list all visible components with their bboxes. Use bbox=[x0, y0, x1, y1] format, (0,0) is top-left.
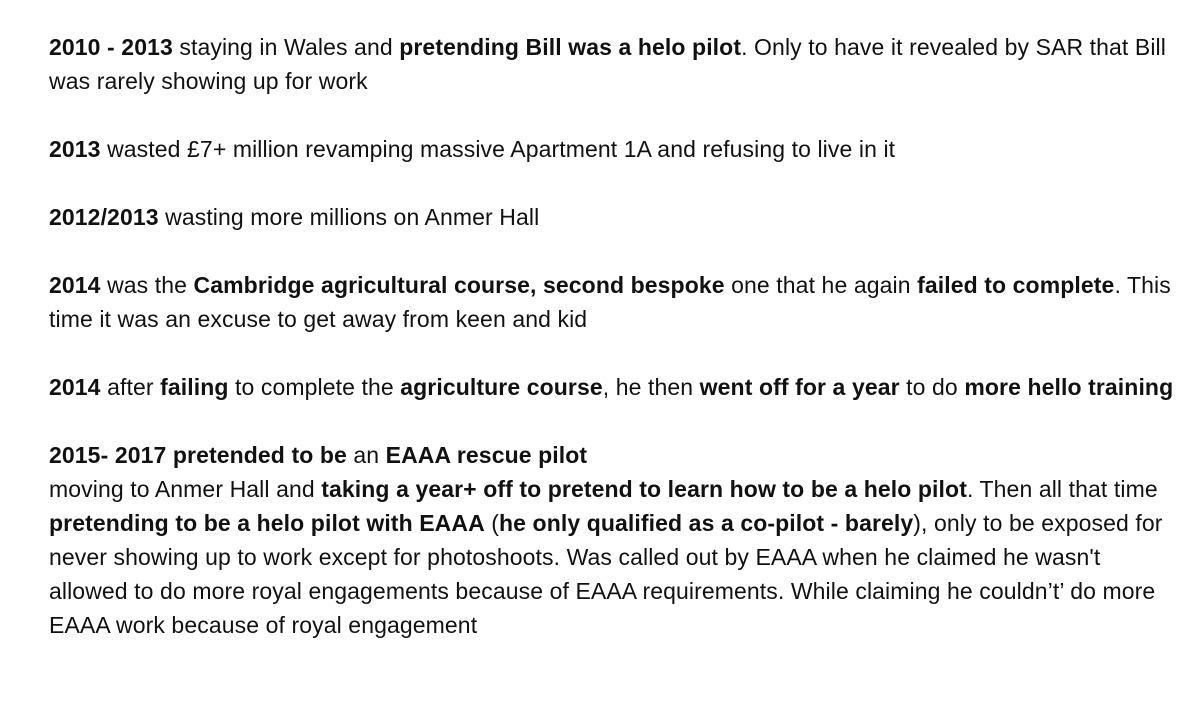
text-segment: wasting more millions on Anmer Hall bbox=[158, 204, 540, 230]
emphasis-segment: failed to complete bbox=[917, 272, 1115, 298]
year-label: 2014 bbox=[49, 374, 101, 400]
text-segment: . This time it was an excuse to get away from keen and kid bbox=[49, 272, 1171, 332]
year-label: 2015- 2017 pretended to be bbox=[49, 442, 347, 468]
emphasis-segment: more hello training bbox=[964, 374, 1174, 400]
text-segment: one that he again bbox=[724, 272, 918, 298]
year-label: 2010 - 2013 bbox=[49, 34, 173, 60]
text-segment: staying in Wales and bbox=[172, 34, 400, 60]
paragraph-2015-2017-body bbox=[49, 472, 1179, 642]
paragraph-2013 bbox=[49, 132, 1179, 166]
paragraph-2014-cambridge bbox=[49, 268, 1179, 336]
text-segment: . Then all that time bbox=[966, 476, 1158, 502]
text-segment: an bbox=[346, 442, 386, 468]
emphasis-segment: pretending to be a helo pilot with EAAA bbox=[49, 510, 485, 536]
year-label: 2012/2013 bbox=[49, 204, 159, 230]
text-segment: ), only to be exposed for never showing up to work except for photoshoots. Was called out by EAAA when he claimed he wasn't allowed to do more royal engagements because of EAAA requirements. While claiming he couldn’t’ do more EAAA work because of royal engagement bbox=[49, 510, 1163, 638]
year-label: 2013 bbox=[49, 136, 101, 162]
emphasis-segment: Cambridge agricultural course, second bespoke bbox=[193, 272, 725, 298]
text-segment: moving to Anmer Hall and bbox=[49, 476, 322, 502]
text-segment: , he then bbox=[602, 374, 700, 400]
text-segment: wasted £7+ million revamping massive Apartment 1A and refusing to live in it bbox=[100, 136, 896, 162]
text-segment: after bbox=[100, 374, 161, 400]
emphasis-segment: taking a year+ off to pretend to learn how to be a helo pilot bbox=[321, 476, 967, 502]
text-segment: was the bbox=[100, 272, 194, 298]
emphasis-segment: went off for a year bbox=[699, 374, 900, 400]
emphasis-segment: pretending Bill was a helo pilot bbox=[399, 34, 742, 60]
paragraph-2015-2017-heading bbox=[49, 438, 1179, 472]
paragraph-2012-2013 bbox=[49, 200, 1179, 234]
document-body bbox=[49, 30, 1179, 676]
text-segment: ( bbox=[484, 510, 500, 536]
text-segment: . Only to have it revealed by SAR that Bill was rarely showing up for work bbox=[49, 34, 1166, 94]
emphasis-segment: EAAA rescue pilot bbox=[385, 442, 588, 468]
text-segment: to complete the bbox=[228, 374, 401, 400]
paragraph-2010-2013 bbox=[49, 30, 1179, 98]
emphasis-segment: he only qualified as a co-pilot - barely bbox=[499, 510, 914, 536]
emphasis-segment: failing bbox=[160, 374, 229, 400]
emphasis-segment: agriculture course bbox=[400, 374, 603, 400]
year-label: 2014 bbox=[49, 272, 101, 298]
paragraph-2014-training bbox=[49, 370, 1179, 404]
text-segment: to do bbox=[899, 374, 965, 400]
